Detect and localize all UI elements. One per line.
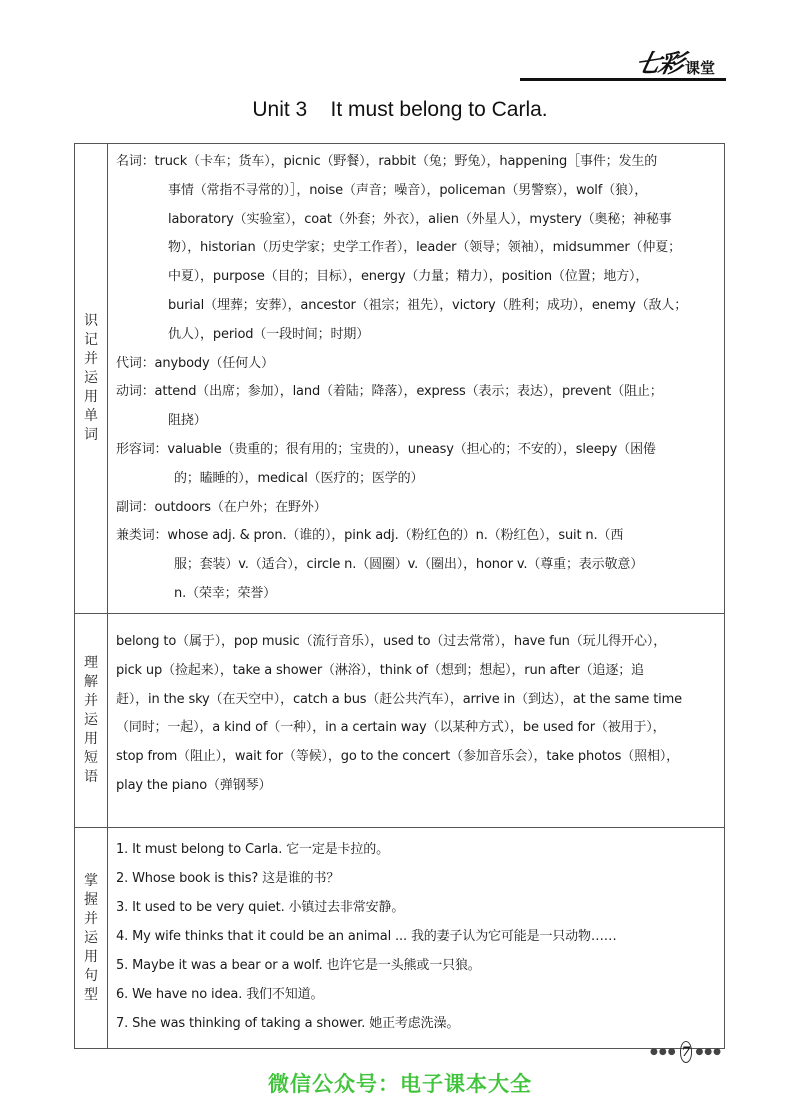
label-char: 单 — [84, 408, 98, 424]
text-line: 动词：attend（出席；参加），land（着陆；降落），express（表示；表达），prevent（阻止； — [116, 384, 663, 400]
publisher-logo — [632, 44, 730, 80]
section-label-cell — [75, 144, 108, 614]
section-label-sentences — [83, 872, 99, 1005]
sentence-item: 7. She was thinking of taking a shower. 她正考虑洗澡。 — [116, 1016, 460, 1031]
text-line: pick up（捡起来），take a shower（淋浴），think of（想到；想起），run after（追逐；追 — [116, 662, 644, 678]
text-line: n.（荣幸；荣誉） — [174, 585, 277, 601]
sentence-item: 3. It used to be very quiet. 小镇过去非常安静。 — [116, 900, 405, 915]
sentence-item: 4. My wife thinks that it could be an animal ... 我的妻子认为它可能是一只动物…… — [116, 929, 617, 944]
text-line: play the piano（弹钢琴） — [116, 777, 272, 793]
label-char: 掌 — [84, 872, 98, 889]
sentence-item: 6. We have no idea. 我们不知道。 — [116, 987, 324, 1002]
section-label-words — [83, 312, 99, 445]
logo-glyphs: 七彩 — [632, 49, 685, 78]
label-char: 识 — [84, 313, 98, 329]
label-char: 理 — [84, 655, 98, 671]
label-char: 句 — [84, 967, 98, 984]
text-line: stop from（阻止），wait for（等候），go to the concert（参加音乐会），take photos（照相）， — [116, 749, 680, 765]
dots-icon: ●●● — [695, 1047, 722, 1057]
section-label-phrases — [83, 654, 99, 787]
page-number — [650, 1041, 722, 1063]
label-char: 词 — [84, 427, 98, 443]
table-row — [75, 144, 725, 614]
text-line: belong to（属于），pop music（流行音乐），used to（过去常常），have fun（玩儿得开心）， — [116, 634, 667, 649]
text-line: 事情（常指不寻常的）］，noise（声音；噪音），policeman（男警察），wolf（狼）， — [168, 182, 648, 198]
label-char: 型 — [84, 986, 98, 1003]
label-char: 短 — [84, 750, 98, 766]
section-content-sentences — [108, 828, 725, 1049]
label-char: 握 — [84, 891, 98, 908]
text-line: （同时；一起），a kind of（一种），in a certain way（以某种方式），be used for（被用于）， — [116, 720, 666, 736]
label-char: 并 — [84, 693, 98, 709]
dots-icon: ●●● — [650, 1047, 677, 1057]
text-line: 形容词：valuable（贵重的；很有用的；宝贵的），uneasy（担心的；不安的），sleepy（困倦 — [116, 441, 656, 457]
label-char: 并 — [84, 910, 98, 927]
label-char: 语 — [84, 769, 98, 785]
label-char: 运 — [84, 370, 98, 386]
vocabulary-table — [74, 143, 725, 1049]
header-rule — [520, 78, 726, 81]
text-line: 兼类词：whose adj. & pron.（谁的），pink adj.（粉红色的）n.（粉红色），suit n.（西 — [116, 528, 624, 544]
text-line: 的；瞌睡的），medical（医疗的；医学的） — [174, 470, 424, 486]
text-line: 物），historian（历史学家；史学工作者），leader（领导；领袖），midsummer（仲夏； — [168, 240, 681, 256]
text-line: 副词：outdoors（在户外；在野外） — [116, 499, 327, 515]
table-row — [75, 614, 725, 828]
section-content-phrases — [108, 614, 725, 828]
label-char: 并 — [84, 351, 98, 367]
text-line: 仇人），period（一段时间；时期） — [168, 326, 370, 342]
text-line: 服；套装）v.（适合），circle n.（圆圈）v.（圈出），honor v.（尊重；表示敬意） — [174, 557, 644, 573]
logo-subtitle: 课堂 — [685, 59, 716, 77]
label-char: 运 — [84, 929, 98, 946]
sentence-item: 2. Whose book is this? 这是谁的书？ — [116, 871, 340, 886]
label-char: 解 — [84, 674, 98, 690]
footer-watermark: 微信公众号：电子课本大全 — [268, 1072, 532, 1096]
label-char: 用 — [84, 948, 98, 965]
sentence-item: 5. Maybe it was a bear or a wolf. 也许它是一头熊或一只狼。 — [116, 958, 481, 973]
label-char: 用 — [84, 731, 98, 747]
text-line: 中夏），purpose（目的；目标），energy（力量；精力），position（位置；地方）， — [168, 269, 649, 285]
page-number-value: 7 — [680, 1041, 693, 1063]
text-line: 代词：anybody（任何人） — [116, 355, 274, 371]
section-label-cell — [75, 614, 108, 828]
section-content-words — [108, 144, 725, 614]
sentence-item: 1. It must belong to Carla. 它一定是卡拉的。 — [116, 842, 389, 857]
unit-title: Unit 3 It must belong to Carla. — [252, 98, 548, 121]
label-char: 记 — [84, 332, 98, 348]
text-line: 名词：truck（卡车；货车），picnic（野餐），rabbit（兔；野兔），happening［事件；发生的 — [116, 154, 658, 169]
text-line: 阻挠） — [168, 413, 207, 429]
section-label-cell — [75, 828, 108, 1049]
label-char: 用 — [84, 389, 98, 405]
label-char: 运 — [84, 712, 98, 728]
text-line: 赶），in the sky（在天空中），catch a bus（赶公共汽车），arrive in（到达），at the same time — [116, 691, 683, 707]
text-line: burial（埋葬；安葬），ancestor（祖宗；祖先），victory（胜利；成功），enemy（敌人； — [168, 297, 688, 313]
text-line: laboratory（实验室），coat（外套；外衣），alien（外星人），mystery（奥秘；神秘事 — [168, 211, 672, 227]
table-row — [75, 828, 725, 1049]
